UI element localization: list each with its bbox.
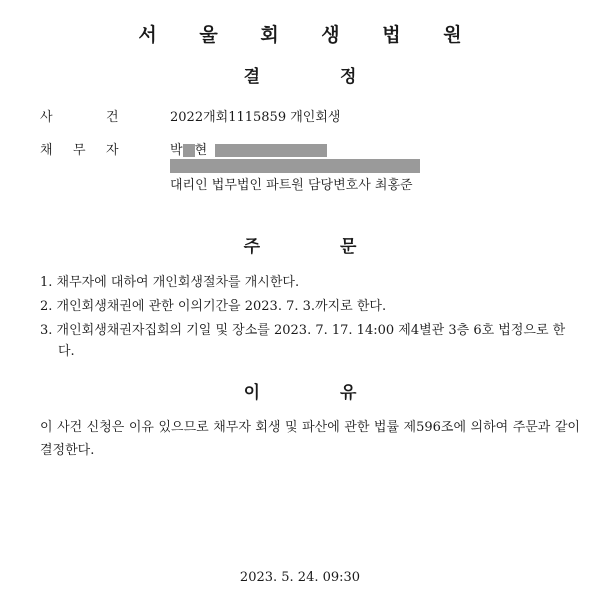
reason-text: 이 사건 신청은 이유 있으므로 채무자 회생 및 파산에 관한 법률 제596조에 의하여 주문과 같이 결정한다. <box>40 420 580 458</box>
decision-date: 2023. 5. 24. 09:30 <box>239 570 361 585</box>
debtor-name-first: 박 <box>170 143 183 158</box>
reason-heading-char-1: 이 <box>243 383 260 403</box>
case-label-char: 사 <box>40 110 53 125</box>
court-name: 서 울 회 생 법 원 <box>138 24 480 46</box>
case-label <box>40 106 139 125</box>
redaction-box <box>183 144 195 157</box>
redaction-box <box>215 144 327 157</box>
order-heading <box>0 232 600 257</box>
order-list <box>40 272 580 365</box>
debtor-label-char: 무 <box>73 143 86 158</box>
document-title <box>0 62 600 87</box>
document-title-char-2: 정 <box>340 67 357 87</box>
debtor-address-redacted <box>170 158 420 173</box>
reason-heading-char-2: 유 <box>340 383 357 403</box>
document-title-char-1: 결 <box>243 67 260 87</box>
debtor-label-char: 채 <box>40 143 53 158</box>
debtor-label-char: 자 <box>106 143 119 158</box>
order-item: 3. 개인회생채권자집회의 기일 및 장소를 2023. 7. 17. 14:00 제4별관 3층 6호 법정으로 한다. <box>40 323 566 359</box>
debtor-representative: 대리인 법무법인 파트원 담당변호사 최홍준 <box>170 178 413 193</box>
order-heading-char-2: 문 <box>340 237 357 257</box>
debtor-name-last: 현 <box>194 143 208 158</box>
order-item: 1. 채무자에 대하여 개인회생절차를 개시한다. <box>40 275 300 290</box>
order-heading-char-1: 주 <box>243 237 260 257</box>
debtor-name <box>170 139 327 158</box>
debtor-label <box>40 139 139 158</box>
case-label-char: 건 <box>106 110 119 125</box>
redaction-box <box>170 159 420 173</box>
order-item: 2. 개인회생채권에 관한 이의기간을 2023. 7. 3.까지로 한다. <box>40 299 387 314</box>
reason-heading <box>0 378 600 403</box>
case-number: 2022개회1115859 개인회생 <box>170 110 341 125</box>
